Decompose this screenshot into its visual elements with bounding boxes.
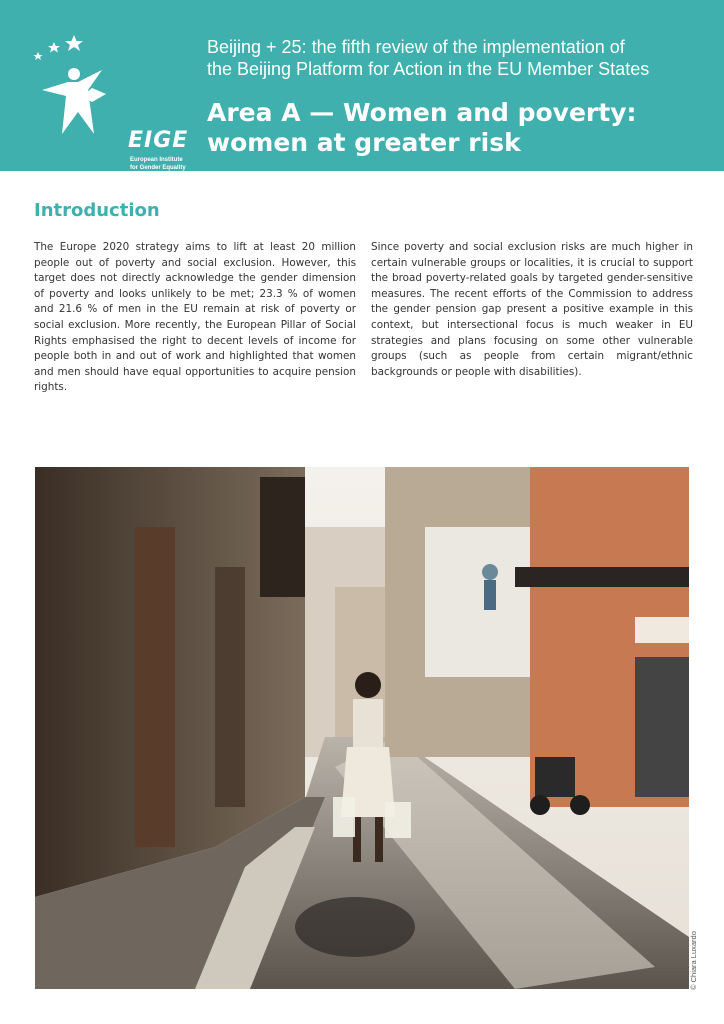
header-banner	[0, 0, 724, 171]
street-scene-image	[35, 467, 689, 989]
eige-subtitle-line: for Gender Equality	[130, 165, 186, 171]
introduction-paragraph-left: The Europe 2020 strategy aims to lift at least 20 million people out of poverty and social exclusion. However, this target does not directly acknowledge the gender dimension of poverty and looks unlikely to be met; 23.3 % of women and 21.6 % of men in the EU remain at risk of poverty or social exclusion. More recently, the European Pillar of Social Rights emphasised the right to decent levels of income for people both in and out of work and highlighted that women and men should have equal opportunities to acquire pension rights.	[34, 241, 356, 394]
series-title-line: Beijing + 25: the fifth review of the implementation of	[207, 37, 625, 57]
series-title-line: the Beijing Platform for Action in the EU Member States	[207, 59, 650, 79]
page-title-line: Area A — Women and poverty:	[207, 98, 637, 127]
eige-star-figure-icon	[30, 30, 130, 140]
series-title	[207, 36, 707, 80]
eige-subtitle-line: European Institute	[130, 157, 183, 163]
introduction-heading: Introduction	[34, 200, 160, 221]
page-title-line: women at greater risk	[207, 128, 521, 157]
photo-credit: © Chiara Luxardo	[689, 931, 698, 990]
introduction-paragraph-right: Since poverty and social exclusion risks are much higher in certain vulnerable groups or localities, it is crucial to support the broad poverty-related goals by targeted gender-sensitive measures. The recent efforts of the Commission to address the gender pension gap present a positive example in this context, but intersectional focus is much weaker in EU strategies and plans focusing on some other vulnerable groups (such as people from certain migrant/ethnic backgrounds or people with disabilities).	[371, 241, 693, 378]
eige-wordmark: EIGE	[128, 128, 189, 153]
page-title	[207, 98, 707, 158]
street-photo	[35, 467, 689, 989]
eige-logo[interactable]	[30, 30, 189, 171]
eige-subtitle	[130, 156, 210, 172]
